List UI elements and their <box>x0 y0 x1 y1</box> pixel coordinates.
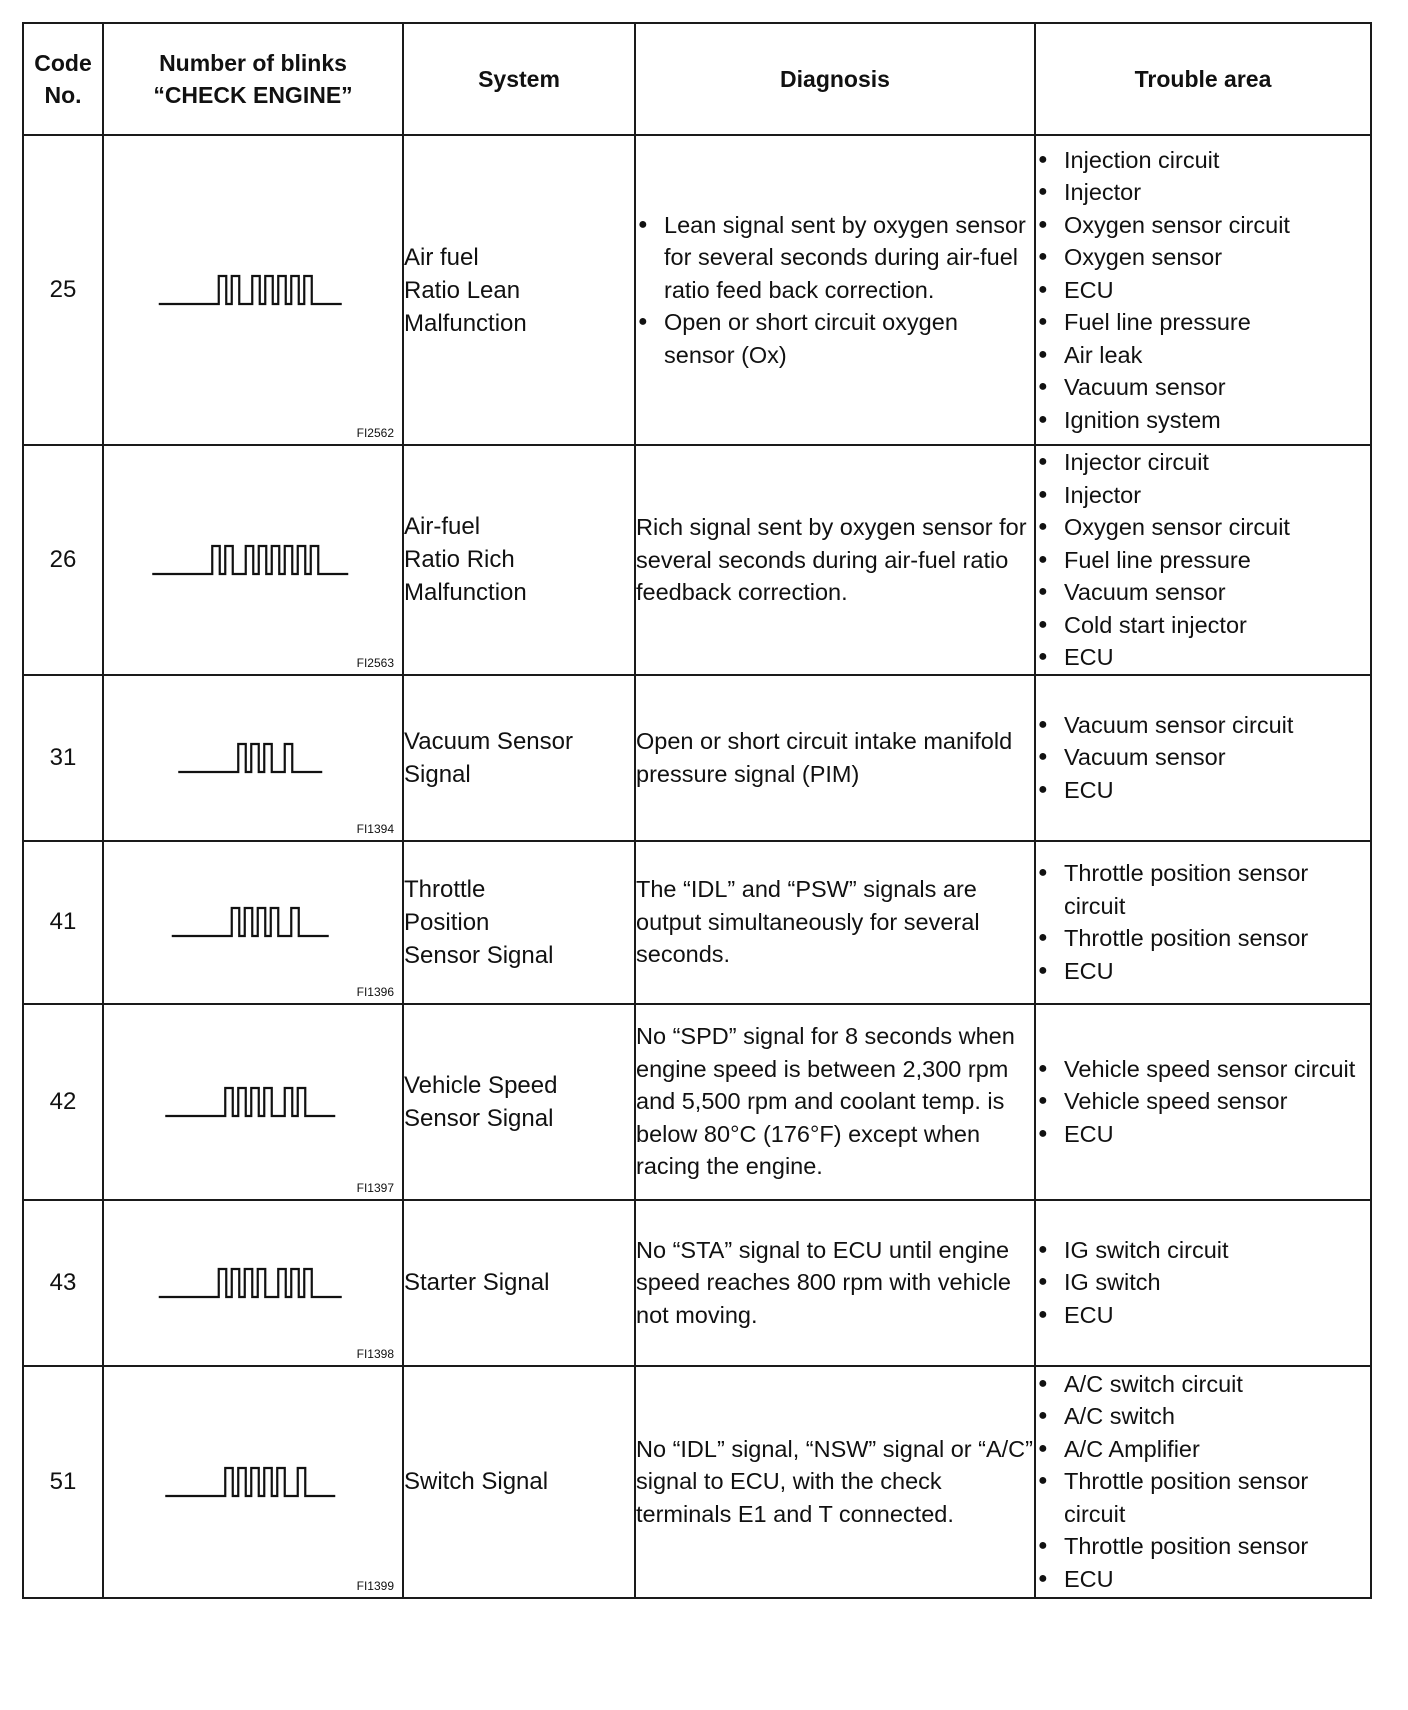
blink-waveform <box>128 270 378 310</box>
diagnosis-text: No “IDL” signal, “NSW” signal or “A/C” signal to ECU, with the check terminals E1 and T connected. <box>636 1435 1033 1527</box>
figure-number: FI2562 <box>356 426 394 440</box>
header-system: System <box>403 23 635 135</box>
blink-pattern-cell <box>103 841 403 1004</box>
trouble-area-item: ● Vacuum sensor <box>1036 741 1370 774</box>
trouble-area-item: ● ECU <box>1036 641 1370 674</box>
trouble-area <box>1035 1004 1371 1200</box>
system-name: Starter Signal <box>403 1200 635 1366</box>
system-name: Air fuel Ratio Lean Malfunction <box>403 135 635 445</box>
figure-number: FI2563 <box>356 655 394 670</box>
table-row <box>23 675 1371 841</box>
diagnosis-text: Rich signal sent by oxygen sensor for several seconds during air-fuel ratio feedback correction. <box>636 514 1027 605</box>
figure-number: FI1396 <box>356 984 394 999</box>
diagnosis-item: ● Open or short circuit oxygen sensor (Ox) <box>636 306 1034 371</box>
trouble-area-item: ● A/C Amplifier <box>1036 1433 1370 1466</box>
blink-pattern-cell <box>103 1366 403 1598</box>
trouble-area-item: ● Throttle position sensor circuit <box>1036 857 1370 922</box>
trouble-area-item: ● ECU <box>1036 274 1370 307</box>
diagnosis-text: No “SPD” signal for 8 seconds when engine speed is between 2,300 rpm and 5,500 rpm and coolant temp. is below 80°C (176°F) except when racing the engine. <box>636 1023 1015 1180</box>
table-row <box>23 1366 1371 1598</box>
code-number: 25 <box>23 135 103 445</box>
blink-waveform <box>128 540 378 580</box>
trouble-area-item: ● Ignition system <box>1036 404 1370 437</box>
pulse-train <box>172 908 329 936</box>
figure-number: FI1397 <box>356 1180 394 1195</box>
trouble-area-item: ● Vehicle speed sensor <box>1036 1085 1370 1118</box>
blink-pattern-cell <box>103 135 403 445</box>
trouble-area-item: ● Air leak <box>1036 339 1370 372</box>
table-row <box>23 135 1371 445</box>
system-name: Switch Signal <box>403 1366 635 1598</box>
blink-waveform <box>128 902 378 942</box>
blink-pattern-cell <box>103 1004 403 1200</box>
trouble-area-item: ● ECU <box>1036 1299 1370 1332</box>
code-number: 51 <box>23 1366 103 1598</box>
trouble-area-list <box>1036 857 1370 987</box>
trouble-area-list <box>1036 709 1370 807</box>
system-name: Vehicle Speed Sensor Signal <box>403 1004 635 1200</box>
figure-number: FI1399 <box>356 1578 394 1593</box>
system-name: Air-fuel Ratio Rich Malfunction <box>403 445 635 675</box>
code-number: 26 <box>23 445 103 675</box>
diagnosis-text: The “IDL” and “PSW” signals are output simultaneously for several seconds. <box>636 876 980 968</box>
trouble-area-list <box>1036 1368 1370 1596</box>
trouble-area-item: ● Vacuum sensor <box>1036 371 1370 404</box>
diagnosis <box>635 675 1035 841</box>
figure-number: FI1394 <box>356 821 394 836</box>
table-row <box>23 445 1371 675</box>
code-number: 31 <box>23 675 103 841</box>
pulse-train <box>178 744 322 772</box>
trouble-area <box>1035 445 1371 675</box>
pulse-train <box>159 1269 342 1297</box>
trouble-area-list <box>1036 1234 1370 1332</box>
trouble-area-item: ● A/C switch circuit <box>1036 1368 1370 1401</box>
trouble-area-item: ● Vehicle speed sensor circuit <box>1036 1053 1370 1086</box>
trouble-area-item: ● Oxygen sensor <box>1036 241 1370 274</box>
trouble-area-item: ● Fuel line pressure <box>1036 544 1370 577</box>
trouble-area-item: ● Oxygen sensor circuit <box>1036 209 1370 242</box>
header-blinks-line2: “CHECK ENGINE” <box>153 82 353 108</box>
blink-pattern-cell <box>103 1200 403 1366</box>
trouble-area <box>1035 1200 1371 1366</box>
diagnosis-text: Open or short circuit intake manifold pressure signal (PIM) <box>636 728 1013 787</box>
pulse-train <box>165 1088 335 1116</box>
diagnosis-text: No “STA” signal to ECU until engine speed reaches 800 rpm with vehicle not moving. <box>636 1236 1011 1328</box>
blink-waveform <box>128 1082 378 1122</box>
trouble-area-item: ● ECU <box>1036 774 1370 807</box>
blink-waveform <box>128 1462 378 1502</box>
header-row <box>23 23 1371 135</box>
diagnosis <box>635 445 1035 675</box>
header-diagnosis: Diagnosis <box>635 23 1035 135</box>
trouble-area-item: ● ECU <box>1036 1563 1370 1596</box>
blink-pattern-cell <box>103 445 403 675</box>
header-code: Code No. <box>23 23 103 135</box>
trouble-area-item: ● Oxygen sensor circuit <box>1036 511 1370 544</box>
trouble-area-list <box>1036 446 1370 674</box>
pulse-train <box>159 276 342 304</box>
diagnosis <box>635 1366 1035 1598</box>
diagnosis-item: ● Lean signal sent by oxygen sensor for several seconds during air-fuel ratio feed back correction. <box>636 209 1034 307</box>
trouble-area-item: ● Throttle position sensor circuit <box>1036 1465 1370 1530</box>
trouble-area-item: ● Injection circuit <box>1036 144 1370 177</box>
trouble-area <box>1035 675 1371 841</box>
table-row <box>23 1004 1371 1200</box>
trouble-area-item: ● IG switch circuit <box>1036 1234 1370 1267</box>
trouble-area-item: ● Injector <box>1036 479 1370 512</box>
system-name: Throttle Position Sensor Signal <box>403 841 635 1004</box>
blink-waveform <box>128 1263 378 1303</box>
trouble-area-item: ● Vacuum sensor <box>1036 576 1370 609</box>
trouble-area-item: ● Throttle position sensor <box>1036 922 1370 955</box>
diagnostic-code-table <box>22 22 1372 1599</box>
table-body <box>23 135 1371 1598</box>
table-row <box>23 1200 1371 1366</box>
blink-pattern-cell <box>103 675 403 841</box>
trouble-area <box>1035 1366 1371 1598</box>
figure-number: FI1398 <box>356 1346 394 1361</box>
code-number: 43 <box>23 1200 103 1366</box>
header-trouble-area: Trouble area <box>1035 23 1371 135</box>
trouble-area-item: ● Throttle position sensor <box>1036 1530 1370 1563</box>
trouble-area-item: ● Vacuum sensor circuit <box>1036 709 1370 742</box>
diagnosis <box>635 1200 1035 1366</box>
diagnosis-list <box>636 209 1034 372</box>
table-row <box>23 841 1371 1004</box>
diagnosis <box>635 135 1035 445</box>
trouble-area-item: ● Injector <box>1036 176 1370 209</box>
system-name: Vacuum Sensor Signal <box>403 675 635 841</box>
code-number: 41 <box>23 841 103 1004</box>
diagnosis <box>635 1004 1035 1200</box>
trouble-area <box>1035 135 1371 445</box>
diagnosis <box>635 841 1035 1004</box>
trouble-area <box>1035 841 1371 1004</box>
trouble-area-item: ● A/C switch <box>1036 1400 1370 1433</box>
trouble-area-item: ● IG switch <box>1036 1266 1370 1299</box>
blink-waveform <box>128 738 378 778</box>
code-number: 42 <box>23 1004 103 1200</box>
trouble-area-item: ● Cold start injector <box>1036 609 1370 642</box>
pulse-train <box>165 1468 335 1496</box>
trouble-area-item: ● ECU <box>1036 1118 1370 1151</box>
trouble-area-list <box>1036 1053 1370 1151</box>
pulse-train <box>152 546 348 574</box>
trouble-area-list <box>1036 144 1370 437</box>
trouble-area-item: ● Injector circuit <box>1036 446 1370 479</box>
header-blinks <box>103 23 403 135</box>
trouble-area-item: ● ECU <box>1036 955 1370 988</box>
trouble-area-item: ● Fuel line pressure <box>1036 306 1370 339</box>
header-blinks-line1: Number of blinks <box>159 50 347 76</box>
